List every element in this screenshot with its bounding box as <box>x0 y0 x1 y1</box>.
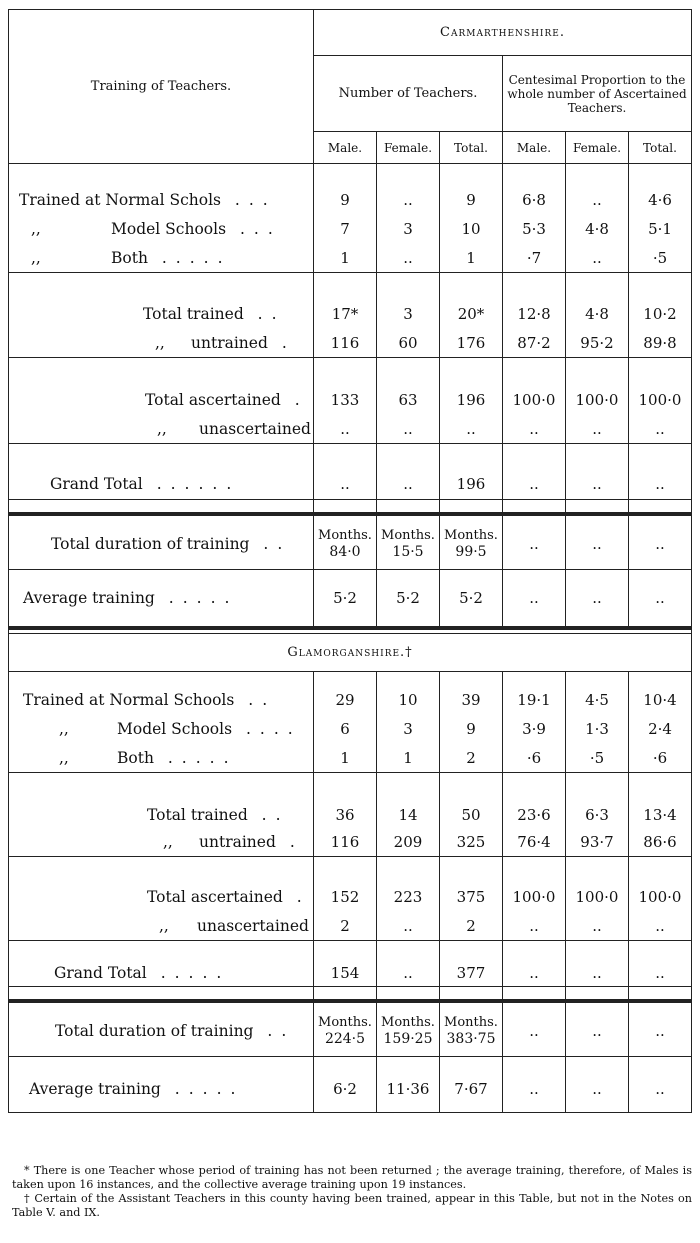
row-label-text: unascertained <box>199 419 311 438</box>
table-cell: 196 <box>440 386 503 415</box>
row-label-text: Total duration of training <box>51 535 250 554</box>
table-cell: .. <box>503 470 566 500</box>
row-label-text: Trained at Normal Schols <box>19 191 221 209</box>
table-row <box>9 912 692 941</box>
table-cell: 196 <box>440 470 503 500</box>
table-row <box>9 582 692 614</box>
cell-value: 99·5 <box>455 544 487 561</box>
table-cell: 63 <box>377 386 440 415</box>
row-label-text: Grand Total <box>50 475 143 494</box>
table-cell: 3·9 <box>503 715 566 744</box>
table-cell: 1 <box>440 244 503 273</box>
table-cell: 11·36 <box>377 1071 440 1107</box>
table-cell: .. <box>377 186 440 215</box>
proportion-header: Centesimal Proportion to the whole number of Ascertained Teachers. <box>503 56 692 132</box>
table-cell: .. <box>629 582 692 614</box>
table-cell: .. <box>377 244 440 273</box>
cell-value: 159·25 <box>383 1031 433 1048</box>
table-row <box>9 715 692 744</box>
leader-dots: .. <box>253 1022 296 1041</box>
table-cell: .. <box>629 415 692 444</box>
row-label-text: Total duration of training <box>55 1022 254 1041</box>
cell-value: 84·0 <box>329 544 361 561</box>
table-cell: 4·8 <box>566 300 629 329</box>
table-cell: .. <box>377 470 440 500</box>
ditto-mark: ,, <box>59 748 69 767</box>
row-label-text: Both <box>111 248 148 267</box>
table-cell: .. <box>566 1007 629 1057</box>
ditto-mark: ,, <box>163 833 173 852</box>
table-cell: 375 <box>440 883 503 912</box>
carmarthen-section <box>9 164 692 628</box>
leader-dots: .. <box>243 305 286 323</box>
table-cell: 3 <box>377 300 440 329</box>
table-row <box>9 1071 692 1107</box>
row-label <box>9 470 314 500</box>
table-cell: 100·0 <box>629 386 692 415</box>
col-header-total: Total. <box>440 132 503 164</box>
table-cell: 7·67 <box>440 1071 503 1107</box>
leader-dots: ..... <box>160 1079 245 1098</box>
row-label-text: Model Schools <box>111 220 227 238</box>
table-cell: 5·3 <box>503 215 566 244</box>
leader-dots: .. <box>234 691 277 709</box>
row-label <box>9 1071 314 1107</box>
table-cell: 100·0 <box>503 386 566 415</box>
leader-dots: . <box>280 391 309 409</box>
table-cell: .. <box>503 912 566 941</box>
row-label-header: Training of Teachers. <box>9 10 314 164</box>
table-row <box>9 244 692 273</box>
row-label-text: untrained <box>199 833 276 852</box>
table-cell: .. <box>440 415 503 444</box>
table-cell: 3 <box>377 715 440 744</box>
col-header-male: Male. <box>314 132 377 164</box>
table-cell: 152 <box>314 883 377 912</box>
table-cell: 1 <box>314 744 377 773</box>
table-row <box>9 744 692 773</box>
table-cell: 5·2 <box>314 582 377 614</box>
table-cell: 29 <box>314 686 377 715</box>
table-cell: .. <box>377 415 440 444</box>
table-cell: 7 <box>314 215 377 244</box>
table-cell: ·5 <box>566 744 629 773</box>
table-cell: .. <box>566 520 629 570</box>
table-cell: .. <box>503 520 566 570</box>
row-label-text: Total trained <box>147 805 248 824</box>
row-label-text: Both <box>117 748 154 767</box>
ditto-mark: ,, <box>59 720 69 738</box>
table-cell: 4·5 <box>566 686 629 715</box>
leader-dots: ..... <box>146 964 231 983</box>
table-cell: 2 <box>314 912 377 941</box>
col-header-pct-male: Male. <box>503 132 566 164</box>
leader-dots: ..... <box>154 588 239 607</box>
table-cell <box>314 1007 377 1057</box>
unit-label: Months. <box>444 1015 498 1031</box>
ditto-mark: ,, <box>31 220 41 238</box>
table-row <box>9 829 692 857</box>
table-cell: 10 <box>440 215 503 244</box>
leader-dots: ..... <box>147 248 232 267</box>
table-cell: ·5 <box>629 244 692 273</box>
row-label-text: Total ascertained <box>147 888 283 906</box>
table-cell: 9 <box>314 186 377 215</box>
row-label <box>9 186 314 215</box>
table-cell: 377 <box>440 961 503 987</box>
table-cell: 89·8 <box>629 329 692 358</box>
table-cell: .. <box>566 244 629 273</box>
table-cell: .. <box>503 1007 566 1057</box>
row-label <box>9 300 314 329</box>
table-cell: 6·3 <box>566 801 629 829</box>
table-cell: 86·6 <box>629 829 692 857</box>
unit-label: Months. <box>381 528 435 544</box>
table-cell: 10·2 <box>629 300 692 329</box>
table-cell: 20* <box>440 300 503 329</box>
leader-dots: . <box>267 333 296 352</box>
table-cell: 116 <box>314 329 377 358</box>
table-cell: 325 <box>440 829 503 857</box>
row-label <box>9 1007 314 1057</box>
county-title-carmarthen: Carmarthenshire. <box>314 10 692 56</box>
table-row <box>9 801 692 829</box>
number-of-teachers-header: Number of Teachers. <box>314 56 503 132</box>
table-cell: .. <box>566 912 629 941</box>
row-label <box>9 329 314 358</box>
table-row <box>9 300 692 329</box>
table-cell: .. <box>566 415 629 444</box>
table-cell: .. <box>314 470 377 500</box>
table-cell: .. <box>629 1007 692 1057</box>
table-cell: 50 <box>440 801 503 829</box>
row-label <box>9 244 314 273</box>
col-header-female: Female. <box>377 132 440 164</box>
table-cell: 2 <box>440 744 503 773</box>
table-cell: 5·1 <box>629 215 692 244</box>
table-cell: 209 <box>377 829 440 857</box>
table-cell: .. <box>629 470 692 500</box>
col-header-pct-total: Total. <box>629 132 692 164</box>
table-cell: 6·8 <box>503 186 566 215</box>
footnotes <box>12 1164 692 1220</box>
cell-value: 15·5 <box>392 544 424 561</box>
table-cell: 10·4 <box>629 686 692 715</box>
table-cell: 14 <box>377 801 440 829</box>
table-cell: 100·0 <box>503 883 566 912</box>
table-cell: .. <box>503 582 566 614</box>
row-label <box>9 386 314 415</box>
table-cell: ·6 <box>629 744 692 773</box>
row-label-text: unascertained <box>197 916 309 935</box>
table-row <box>9 1007 692 1057</box>
table-cell: ·7 <box>503 244 566 273</box>
table-cell: 23·6 <box>503 801 566 829</box>
table-cell: .. <box>566 961 629 987</box>
table-row <box>9 470 692 500</box>
table-cell: 100·0 <box>566 386 629 415</box>
teacher-training-table <box>8 9 692 1113</box>
table-cell: 36 <box>314 801 377 829</box>
table-cell: .. <box>566 1071 629 1107</box>
table-cell: 10 <box>377 686 440 715</box>
table-cell: 4·8 <box>566 215 629 244</box>
table-cell: .. <box>377 961 440 987</box>
table-cell: 39 <box>440 686 503 715</box>
leader-dots: . <box>275 833 304 852</box>
table-row <box>9 520 692 570</box>
table-cell <box>440 520 503 570</box>
table-cell: .. <box>314 415 377 444</box>
table-cell: 17* <box>314 300 377 329</box>
table-cell: 154 <box>314 961 377 987</box>
row-label <box>9 961 314 987</box>
cell-value: 383·75 <box>446 1031 496 1048</box>
table-cell: .. <box>629 961 692 987</box>
cell-value: 224·5 <box>324 1031 366 1048</box>
row-label <box>9 582 314 614</box>
table-cell: 6·2 <box>314 1071 377 1107</box>
table-cell: 2 <box>440 912 503 941</box>
table-cell: 5·2 <box>377 582 440 614</box>
row-label-text: Average training <box>23 588 155 607</box>
row-label <box>9 801 314 829</box>
row-label <box>9 715 314 744</box>
table-cell: .. <box>629 520 692 570</box>
table-cell: .. <box>629 912 692 941</box>
row-label-text: Total trained <box>143 305 244 323</box>
table-row <box>9 215 692 244</box>
table-cell: 60 <box>377 329 440 358</box>
table-cell <box>377 1007 440 1057</box>
table-row <box>9 883 692 912</box>
table-cell: 223 <box>377 883 440 912</box>
table-cell: .. <box>566 186 629 215</box>
table-cell: 4·6 <box>629 186 692 215</box>
ditto-mark: ,, <box>157 419 167 438</box>
leader-dots: .. <box>249 535 292 554</box>
table-cell: 9 <box>440 715 503 744</box>
table-cell: 3 <box>377 215 440 244</box>
row-label <box>9 415 314 444</box>
footnote-star: * There is one Teacher whose period of training has not been returned ; the average training, therefore, of Males is taken upon 16 instances, and the collective average training upon 19 instances. <box>12 1164 692 1191</box>
table-cell: 19·1 <box>503 686 566 715</box>
leader-dots: ...... <box>142 475 241 494</box>
row-label <box>9 744 314 773</box>
table-cell: 100·0 <box>629 883 692 912</box>
table-cell: 12·8 <box>503 300 566 329</box>
row-label-text: Total ascertained <box>145 391 281 409</box>
row-label-text: untrained <box>191 333 268 352</box>
row-label <box>9 883 314 912</box>
leader-dots: ... <box>221 191 277 209</box>
unit-label: Months. <box>444 528 498 544</box>
table-row <box>9 329 692 358</box>
col-header-pct-female: Female. <box>566 132 629 164</box>
table-cell: 76·4 <box>503 829 566 857</box>
table-row <box>9 186 692 215</box>
table-row <box>9 686 692 715</box>
table-cell: 100·0 <box>566 883 629 912</box>
ditto-mark: ,, <box>159 916 169 935</box>
table-cell: 13·4 <box>629 801 692 829</box>
leader-dots: .. <box>247 805 290 824</box>
table-cell: .. <box>503 1071 566 1107</box>
table-cell: 2·4 <box>629 715 692 744</box>
unit-label: Months. <box>318 528 372 544</box>
leader-dots: ..... <box>153 748 238 767</box>
table-cell: .. <box>503 415 566 444</box>
table-cell: 9 <box>440 186 503 215</box>
row-label <box>9 686 314 715</box>
table-cell: 116 <box>314 829 377 857</box>
footnote-dagger: † Certain of the Assistant Teachers in this county having been trained, appear in this Table, but not in the Notes on Table V. and IX. <box>12 1192 692 1219</box>
table-cell: .. <box>503 961 566 987</box>
row-label-text: Grand Total <box>54 964 147 983</box>
ditto-mark: ,, <box>155 333 165 352</box>
row-label-text: Trained at Normal Schools <box>23 691 235 709</box>
table-cell: .. <box>566 582 629 614</box>
table-cell: .. <box>566 470 629 500</box>
table-cell: 87·2 <box>503 329 566 358</box>
row-label <box>9 829 314 857</box>
table-cell: 176 <box>440 329 503 358</box>
row-label <box>9 520 314 570</box>
row-label-text: Average training <box>29 1079 161 1098</box>
leader-dots: . <box>282 888 311 906</box>
table-cell: 5·2 <box>440 582 503 614</box>
table-cell: 6 <box>314 715 377 744</box>
table-row <box>9 386 692 415</box>
table-cell <box>377 520 440 570</box>
table-cell <box>314 520 377 570</box>
ditto-mark: ,, <box>31 248 41 267</box>
row-label <box>9 215 314 244</box>
table-cell: .. <box>377 912 440 941</box>
table-row <box>9 961 692 987</box>
row-label <box>9 912 314 941</box>
table-cell: 95·2 <box>566 329 629 358</box>
unit-label: Months. <box>381 1015 435 1031</box>
table-cell: 1 <box>377 744 440 773</box>
table-cell: 1·3 <box>566 715 629 744</box>
unit-label: Months. <box>318 1015 372 1031</box>
table-cell: ·6 <box>503 744 566 773</box>
glamorgan-section <box>9 672 692 1113</box>
table-cell: 1 <box>314 244 377 273</box>
leader-dots: ... <box>226 220 282 238</box>
table-cell: 93·7 <box>566 829 629 857</box>
table-cell: .. <box>629 1071 692 1107</box>
leader-dots: .... <box>232 720 302 738</box>
table-row <box>9 415 692 444</box>
county-title-glamorgan: Glamorganshire.† <box>9 634 692 672</box>
table-cell: 133 <box>314 386 377 415</box>
row-label-text: Model Schools <box>117 720 233 738</box>
table-cell <box>440 1007 503 1057</box>
